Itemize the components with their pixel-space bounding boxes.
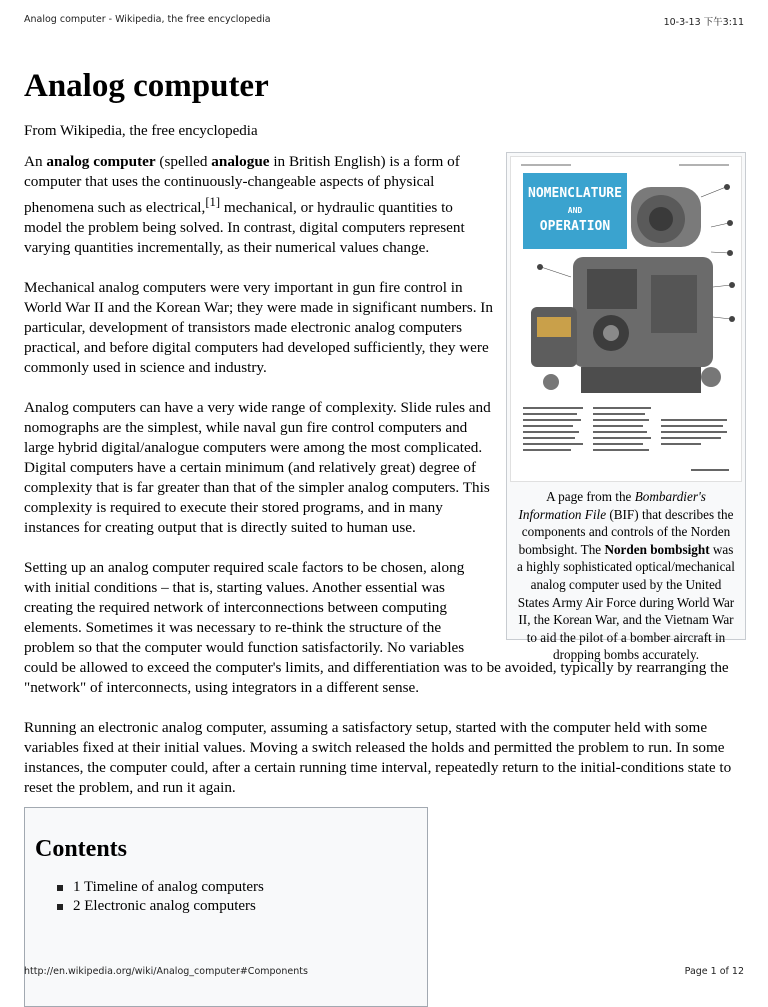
print-header-title: Analog computer - Wikipedia, the free encyclopedia: [24, 14, 271, 25]
print-header-datetime: 10-3-13 下午3:11: [663, 17, 744, 28]
toc-item[interactable]: [53, 897, 264, 916]
intro-text-2: (spelled: [155, 153, 212, 170]
toc-item[interactable]: [53, 878, 264, 897]
bombsight-illustration: [511, 157, 741, 481]
paragraph-mechanical: Mechanical analog computers were very important in gun fire control in World War II and the Korean War; they were made in significant numbers. In particular, development of transistors made electronic analog computers practical, and before digital computers had developed sufficiently, they were commonly used in science and industry.: [24, 279, 493, 377]
paragraph-setup: Setting up an analog computer required scale factors to be chosen, along with initial conditions – that is, starting values. Another essential was creating the required network of interconnections between computing elements. Sometimes it was necessary to re-think the structure of the problem so that the computer would function satisfactorily. No variables could be allowed to exceed the computer's limits, and differentiation was to be avoided, typically by rearranging the "network" of interconnects, using integrators in a different sense.: [24, 559, 729, 697]
poster-title-line-1: NOMENCLATURE: [528, 186, 622, 201]
caption-text-2: (BIF) that describes the components and controls of the Norden bombsight. The: [518, 506, 734, 557]
page-title: Analog computer: [24, 68, 269, 104]
paragraph-running: Running an electronic analog computer, assuming a satisfactory setup, started with the computer held with some variables fixed at their initial values. Moving a switch released the holds and permitted the problem to run. In some instances, the computer could, after a certain running time interval, repeatedly return to the initial-conditions state to reset the problem, and run it again.: [24, 719, 732, 797]
intro-text-1: An: [24, 153, 47, 170]
toc-title: Contents: [35, 836, 128, 862]
poster-title-line-3: OPERATION: [539, 219, 611, 234]
print-header: [24, 14, 744, 28]
toc-link-timeline[interactable]: 1 Timeline of analog computers: [73, 879, 264, 895]
norden-bombsight-image[interactable]: [510, 156, 742, 482]
toc-link-electronic[interactable]: 2 Electronic analog computers: [73, 898, 256, 914]
term-analog-computer: analog computer: [46, 153, 156, 170]
caption-text-3: was a highly sophisticated optical/mechanical analog computer used by the United States Army Air Force during World War II, the Korean War, and the Vietnam War to aid the pilot of a bomber aircraft in dropping bombs accurately.: [517, 541, 735, 663]
poster-title-line-2: AND: [567, 206, 583, 215]
figure-thumbnail: [506, 152, 746, 663]
print-footer-url: http://en.wikipedia.org/wiki/Analog_computer#Components: [24, 966, 308, 977]
paragraph-complexity: Analog computers can have a very wide range of complexity. Slide rules and nomographs are the simplest, while naval gun fire control computers and large hybrid digital/analogue computers were among the most complicated. Digital computers have a certain minimum (and relatively great) degree of complexity that is far greater than that of the simpler analog computers. This complexity is required to execute their stored programs, and in many instances for creating output that is directly suited to human use.: [24, 399, 491, 537]
caption-norden-link[interactable]: Norden bombsight: [604, 541, 710, 557]
caption-bif-title[interactable]: Bombardier's Information File: [518, 489, 706, 522]
article-body: [24, 152, 746, 818]
term-analogue: analogue: [211, 153, 270, 170]
intro-text-4: mechanical, or hydraulic quantities to model the problem being solved. In contrast, digital computers represent varying quantities incrementally, as their numerical values change.: [24, 199, 465, 257]
caption-text-1: A page from the: [546, 489, 635, 504]
toc-list: [53, 878, 264, 916]
citation-ref-1[interactable]: [1]: [205, 195, 221, 209]
figure-caption: [510, 482, 742, 664]
print-footer-page-number: Page 1 of 12: [684, 966, 744, 977]
intro-text-3: in British English) is a form of computer that uses the continuously-changeable aspects of physical phenomena such as electrical,: [24, 153, 460, 217]
site-tagline: From Wikipedia, the free encyclopedia: [24, 123, 258, 139]
print-footer: [24, 966, 744, 980]
